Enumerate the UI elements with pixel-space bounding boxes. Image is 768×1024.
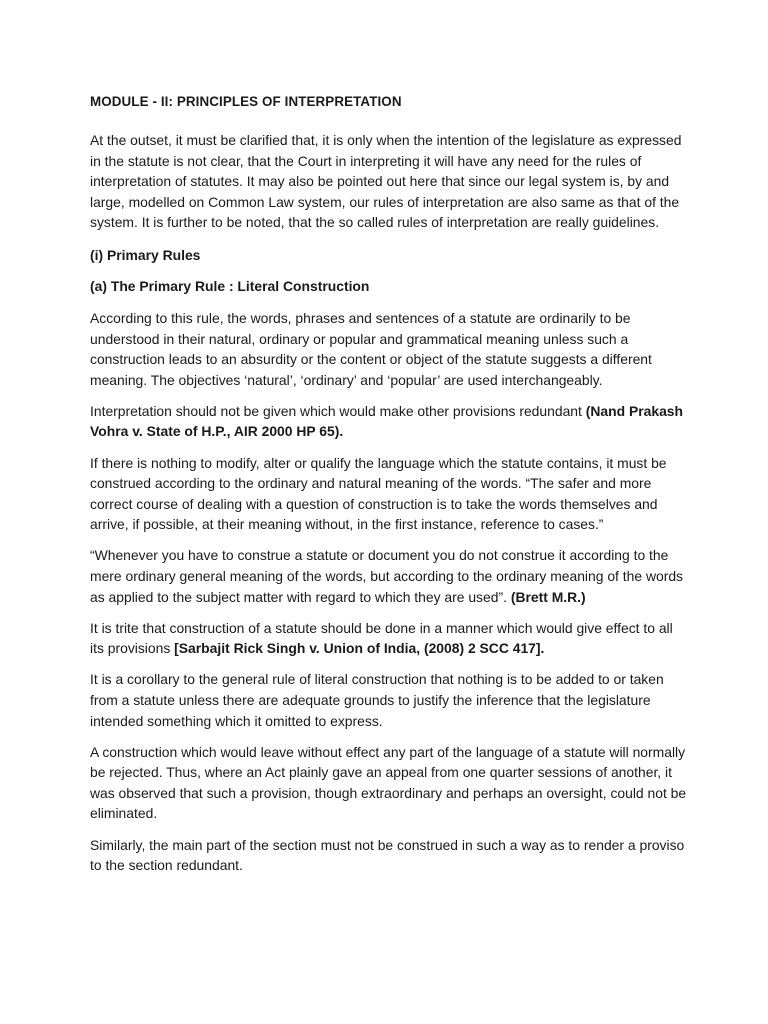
- literal-rule-paragraph: According to this rule, the words, phrases and sentences of a statute are ordinarily to be understood in their natural, ordinary or popular and grammatical meaning unless such a construction leads to an absurdity or the content or object of the statute suggests a different meaning. The objectives ‘natural’, ‘ordinary’ and ‘popular’ are used interchangeably.: [90, 309, 652, 388]
- quote-attribution: (Brett M.R.): [510, 588, 586, 605]
- module-title: MODULE - II: PRINCIPLES OF INTERPRETATION: [90, 94, 402, 109]
- brett-quote-paragraph: [90, 545, 690, 607]
- paragraph-text: It is trite that construction of a statute should be done in a manner which would give effect to all its provisions: [90, 619, 673, 657]
- corollary-paragraph: It is a corollary to the general rule of literal construction that nothing is to be added to or taken from a statute unless there are adequate grounds to justify the inference that the legislature intended something which it omitted to express.: [90, 671, 664, 729]
- proviso-paragraph: Similarly, the main part of the section must not be construed in such a way as to render a proviso to the section redundant.: [90, 836, 685, 874]
- section-heading-literal-construction: (a) The Primary Rule : Literal Construction: [90, 278, 370, 295]
- redundant-provisions-paragraph: [90, 401, 690, 442]
- case-citation: [Sarbajit Rick Singh v. Union of India, (2008) 2 SCC 417].: [174, 640, 545, 657]
- quote-text: “Whenever you have to construe a statute or document you do not construe it according to the mere ordinary general meaning of the words, but according to the ordinary meaning of the words as applied to the subject matter with regard to which they are used”.: [90, 547, 683, 605]
- ordinary-meaning-paragraph: If there is nothing to modify, alter or qualify the language which the statute contains, it must be construed according to the ordinary and natural meaning of the words. “The safer and more correct course of dealing with a question of construction is to take the words themselves and arrive, if possible, at their meaning without, in the first instance, reference to cases.”: [90, 454, 667, 533]
- paragraph-text: Interpretation should not be given which would make other provisions redundant: [90, 402, 586, 419]
- case-citation: (Nand Prakash Vohra v. State of H.P., AIR 2000 HP 65).: [90, 402, 684, 440]
- section-heading-primary-rules: (i) Primary Rules: [90, 246, 201, 263]
- effect-to-all-provisions-paragraph: [90, 618, 690, 659]
- construction-rejected-paragraph: A construction which would leave without effect any part of the language of a statute will normally be rejected. Thus, where an Act plainly gave an appeal from one quarter sessions of another, it was observed that such a provision, though extraordinary and perhaps an oversight, could not be eliminated.: [90, 743, 687, 822]
- document-page: [90, 92, 690, 886]
- intro-paragraph: At the outset, it must be clarified that, it is only when the intention of the legislature as expressed in the statute is not clear, that the Court in interpreting it will have any need for the rules of interpretation of statutes. It may also be pointed out here that since our legal system is, by and large, modelled on Common Law system, our rules of interpretation are also same as that of the system. It is further to be noted, that the so called rules of interpretation are really guidelines.: [90, 132, 682, 231]
